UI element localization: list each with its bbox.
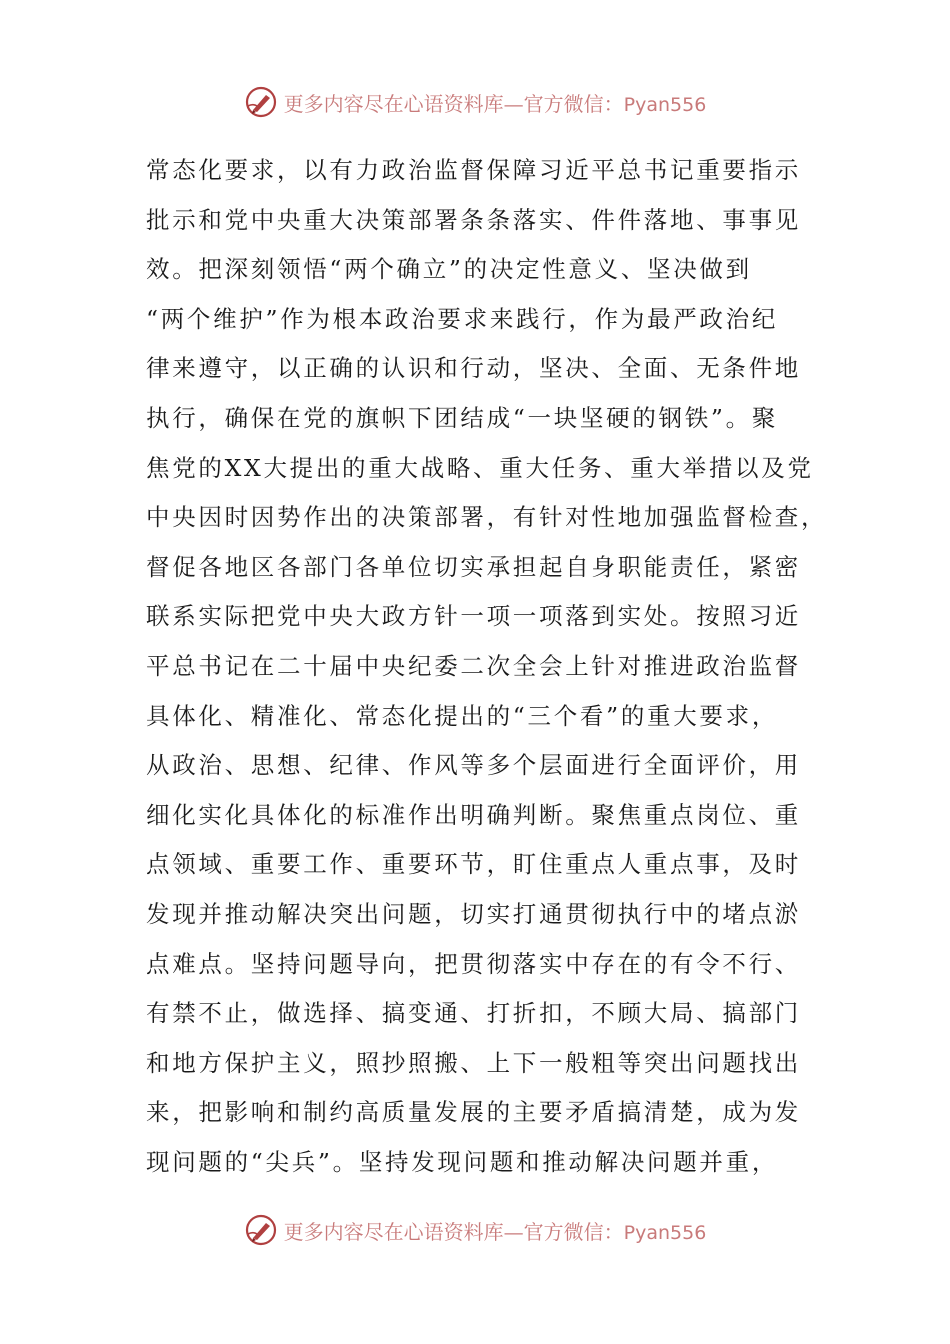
body-text-line: 点领域、重要工作、重要环节，盯住重点人重点事，及时 <box>146 850 801 879</box>
document-body <box>146 146 828 1187</box>
body-text-line: 督促各地区各部门各单位切实承担起自身职能责任，紧密 <box>146 552 801 581</box>
body-text-line: 具体化、精准化、常态化提出的“三个看”的重大要求， <box>146 701 779 730</box>
body-text-line: 和地方保护主义，照抄照搬、上下一般粗等突出问题找出 <box>146 1048 801 1077</box>
body-text-line: 细化实化具体化的标准作出明确判断。聚焦重点岗位、重 <box>146 800 801 829</box>
body-text-line: 常态化要求，以有力政治监督保障习近平总书记重要指示 <box>146 156 801 184</box>
body-text-line: 效。把深刻领悟“两个确立”的决定性意义、坚决做到 <box>146 255 752 284</box>
body-text-line: 发现并推动解决突出问题，切实打通贯彻执行中的堵点淤 <box>146 899 801 928</box>
body-text-line: 联系实际把党中央大政方针一项一项落到实处。按照习近 <box>146 602 801 631</box>
body-text-line: 执行，确保在党的旗帜下团结成“一块坚硬的钢铁”。聚 <box>146 403 779 432</box>
header-watermark-text: 更多内容尽在心语资料库—官方微信：Pyan556 <box>283 91 707 116</box>
footer-watermark-text: 更多内容尽在心语资料库—官方微信：Pyan556 <box>283 1219 707 1244</box>
body-text-line: 从政治、思想、纪律、作风等多个层面进行全面评价，用 <box>146 751 801 780</box>
body-text-line: 批示和党中央重大决策部署条条落实、件件落地、事事见 <box>146 205 801 234</box>
pen-logo-icon <box>244 1213 278 1247</box>
body-text-line: 来，把影响和制约高质量发展的主要矛盾搞清楚，成为发 <box>146 1098 801 1127</box>
body-text-line: 中央因时因势作出的决策部署，有针对性地加强监督检查， <box>146 503 828 532</box>
body-text-line: “两个维护”作为根本政治要求来践行，作为最严政治纪 <box>146 304 779 333</box>
body-text-line: 平总书记在二十届中央纪委二次全会上针对推进政治监督 <box>146 651 801 680</box>
footer-watermark <box>0 1208 950 1252</box>
pen-logo-icon <box>244 85 278 119</box>
body-text-line: 律来遵守，以正确的认识和行动，坚决、全面、无条件地 <box>146 354 801 383</box>
header-watermark <box>0 80 950 124</box>
body-text-line: 点难点。坚持问题导向，把贯彻落实中存在的有令不行、 <box>146 949 801 978</box>
body-text-line: 有禁不止，做选择、搞变通、打折扣，不顾大局、搞部门 <box>146 999 801 1028</box>
body-text-line: 焦党的XX大提出的重大战略、重大任务、重大举措以及党 <box>146 453 814 482</box>
body-text-line: 现问题的“尖兵”。坚持发现问题和推动解决问题并重， <box>146 1147 779 1176</box>
